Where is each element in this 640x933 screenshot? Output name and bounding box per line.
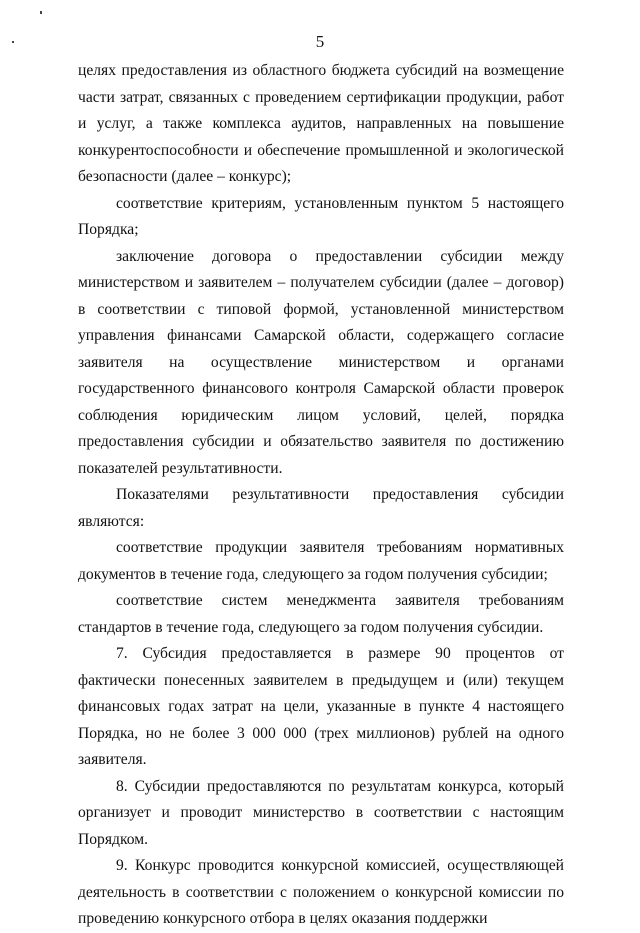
paragraph-item-9: 9. Конкурс проводится конкурсной комиссией, осуществляющей деятельность в соответствии с положением о конкурсной комиссии по проведению конкурсного отбора в целях оказания поддержки — [78, 857, 564, 927]
paragraph-item-7: 7. Субсидия предоставляется в размере 90 процентов от фактически понесенных заявителем в предыдущем и (или) текущем финансовых годах затрат на цели, указанные в пункте 4 настоящего Порядка, но не более 3 000 000 (трех миллионов) рублей на одного заявителя. — [78, 645, 564, 768]
paragraph-agreement: заключение договора о предоставлении субсидии между министерством и заявителем – получателем субсидии (далее – договор) в соответствии с типовой формой, установленной министерством управления финансами Самарской области, содержащего согласие заявителя на осуществление министерством и органами государственного финансового контроля Самарской области проверок соблюдения юридическим лицом условий, целей, порядка предоставления субсидии и обязательство заявителя по достижению показателей результативности. — [78, 247, 564, 477]
scan-speck — [40, 11, 42, 14]
paragraph-indicators-heading: Показателями результативности предоставления субсидии являются: — [78, 486, 564, 530]
page-number: 5 — [315, 32, 325, 51]
document-body — [78, 58, 564, 933]
paragraph-item-8: 8. Субсидии предоставляются по результатам конкурса, который организует и проводит министерство в соответствии с настоящим Порядком. — [78, 777, 564, 848]
paragraph-indicator-management: соответствие систем менеджмента заявителя требованиям стандартов в течение года, следующего за годом получения субсидии. — [78, 592, 564, 636]
paragraph-continuation: целях предоставления из областного бюджета субсидий на возмещение части затрат, связанных с проведением сертификации продукции, работ и услуг, а также комплекса аудитов, направленных на повышение конкурентоспособности и обеспечение промышленной и экологической безопасности (далее – конкурс); — [78, 62, 564, 185]
paragraph-criteria: соответствие критериям, установленным пунктом 5 настоящего Порядка; — [78, 194, 564, 238]
paragraph-indicator-products: соответствие продукции заявителя требованиям нормативных документов в течение года, следующего за годом получения субсидии; — [78, 539, 564, 583]
